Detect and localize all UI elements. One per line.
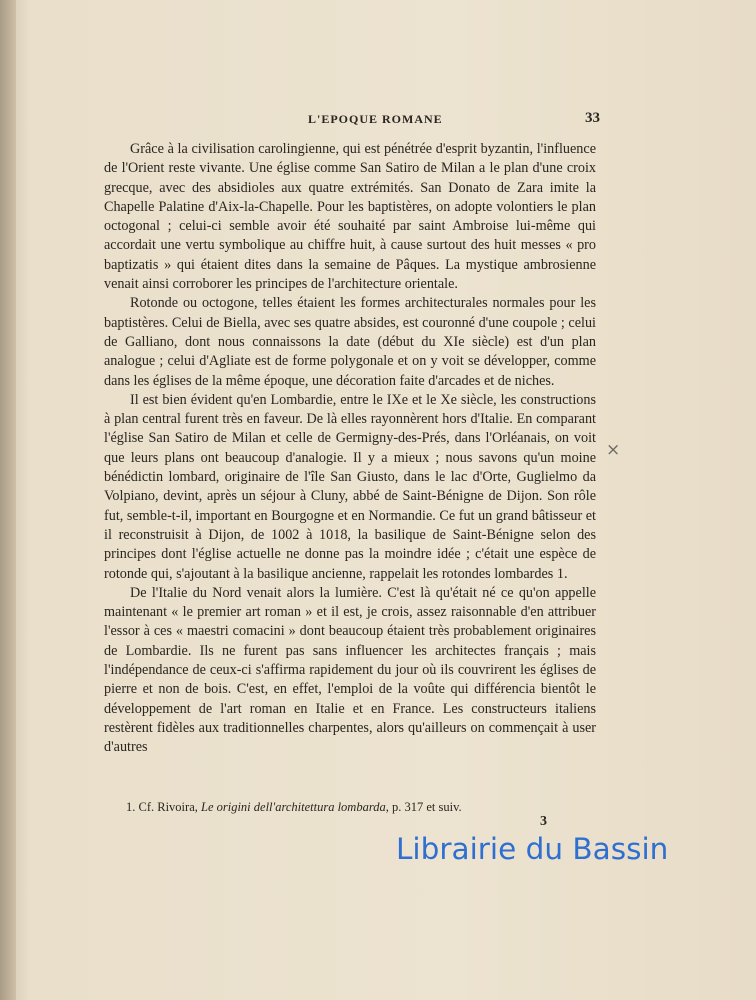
footnote-title: Le origini dell'architettura lombarda [201,800,386,814]
pencil-margin-mark-icon: × [606,440,621,460]
paragraph-2: Rotonde ou octogone, telles étaient les formes architecturales normales pour les baptistères. Celui de Biella, avec ses quatre absides, est couronné d'une coupole ; celui de Galliano, dont nous connaissons la date (début du XIe siècle) est d'un plan analogue ; celui d'Agliate est de forme polygonale et on y voit se développer, comme dans les églises de la même époque, une décoration faite d'arcades et de niches. [104,295,596,389]
watermark: Librairie du Bassin [396,832,669,866]
paragraph-3: Il est bien évident qu'en Lombardie, entre le IXe et le Xe siècle, les constructions à plan central furent très en faveur. De là elles rayonnèrent hors d'Italie. En comparant l'église San Satiro de Milan et celle de Germigny-des-Prés, dans l'Orléanais, on voit que leurs plans ont beaucoup d'analogie. Il y a mieux ; nous savons qu'un moine bénédictin lombard, originaire de l'île San Giusto, dans le lac d'Orte, Guglielmo da Volpiano, devint, après un séjour à Cluny, abbé de Saint-Bénigne de Dijon. Son rôle fut, semble-t-il, important en Bourgogne et en Normandie. Ce fut un grand bâtisseur et il reconstruisit à Dijon, de 1002 à 1018, la basilique de Saint-Bénigne selon des principes dont l'église actuelle ne donne pas la moindre idée ; c'était une espèce de rotonde qui, s'ajoutant à la basilique ancienne, rappelait les rotondes lombardes 1. [104,391,596,582]
footnote-prefix: 1. Cf. Rivoira, [126,800,201,814]
page-header [140,112,600,132]
signature-mark: 3 [540,814,547,829]
page-number: 33 [585,110,600,126]
footnote [126,800,596,815]
paragraph-1: Grâce à la civilisation carolingienne, qui est pénétrée d'esprit byzantin, l'influence de l'Orient reste vivante. Une église comme San Satiro de Milan a le plan d'une croix grecque, avec des absidioles aux quatre extrémités. San Donato de Zara imite la Chapelle Palatine d'Aix-la-Chapelle. Pour les baptistères, on adopte volontiers le plan octogonal ; celui-ci semble avoir été souhaité par saint Ambroise lui-même qui accordait une vertu symbolique au chiffre huit, à cause surtout des huit messes « pro baptizatis » qui étaient dites dans la semaine de Pâques. La mystique ambrosienne venait ainsi corroborer les principes de l'architecture orientale. [104,141,596,293]
page-spine-shadow [0,0,16,1000]
running-title: L'EPOQUE ROMANE [308,112,443,126]
paragraph-4: De l'Italie du Nord venait alors la lumière. C'est là qu'était né ce qu'on appelle maintenant « le premier art roman » et il est, je crois, assez raisonnable d'en attribuer l'essor à ces « maestri comacini » dont beaucoup étaient très probablement originaires de Lombardie. Ils ne furent pas sans influencer les architectes français ; mais l'indépendance de ceux-ci s'affirma rapidement du jour où ils couvrirent les églises de pierre et non de bois. C'est, en effet, l'emploi de la voûte qui différencia bientôt le développement de l'art roman en Italie et en France. Les constructeurs italiens restèrent fidèles aux traditionnelles charpentes, alors qu'ailleurs on commençait à user d'autres [104,584,596,756]
body-text [104,140,596,758]
footnote-suffix: , p. 317 et suiv. [385,800,462,814]
